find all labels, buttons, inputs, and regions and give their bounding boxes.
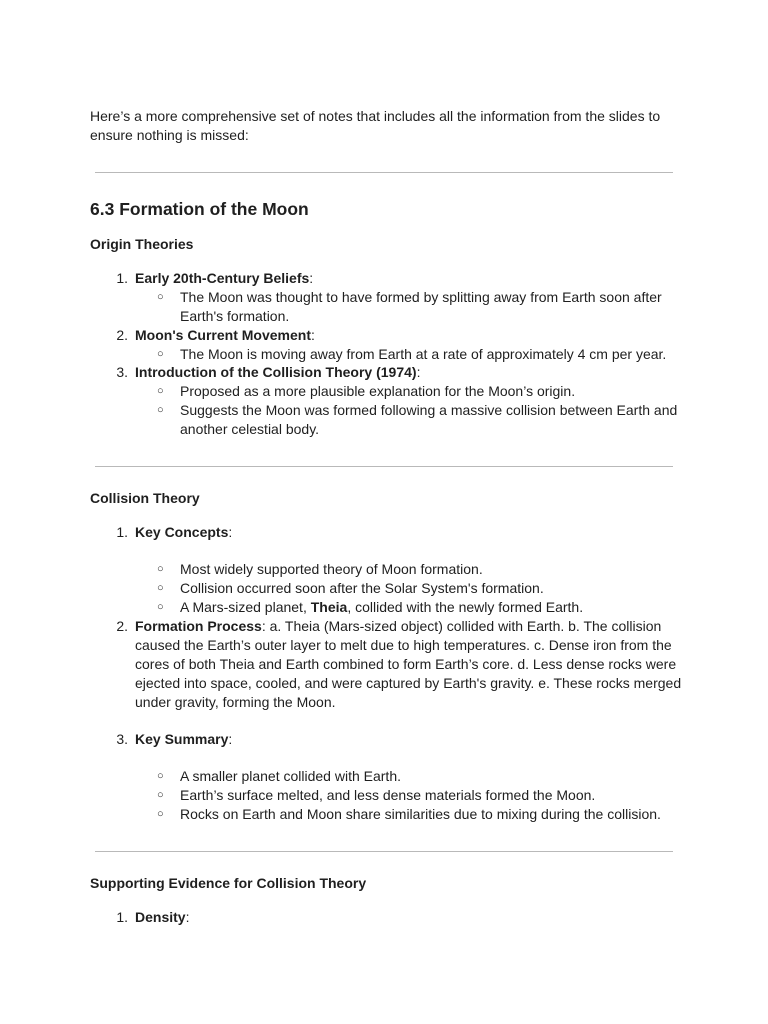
divider (95, 466, 673, 467)
list-item (135, 908, 683, 927)
section-title: 6.3 Formation of the Moon (90, 199, 309, 219)
sub-item-text: , collided with the newly formed Earth. (347, 599, 584, 615)
bullet-icon: ○ (157, 601, 164, 613)
sub-item (180, 598, 680, 617)
bullet-icon: ○ (157, 789, 164, 801)
sub-item: Rocks on Earth and Moon share similarities due to mixing during the collision. (180, 806, 661, 822)
divider (95, 851, 673, 852)
item-suffix: : a. Theia (Mars-sized object) collided with Earth. b. The collision caused the Earth’s outer layer to melt due to high temperatures. c. Dense iron from the cores of both Theia and Earth combined to form Earth’s core. d. Less dense rocks were ejected into space, cooled, and were captured by Earth's gravity. e. These rocks merged under gravity, forming the Moon. (135, 618, 682, 710)
bullet-icon: ○ (157, 385, 164, 397)
item-suffix: : (228, 524, 233, 540)
item-suffix: : (311, 327, 315, 343)
bullet-icon: ○ (157, 291, 164, 303)
sub-item: The Moon is moving away from Earth at a rate of approximately 4 cm per year. (180, 346, 667, 362)
heading-supporting-evidence: Supporting Evidence for Collision Theory (90, 875, 367, 891)
bullet-icon: ○ (157, 582, 164, 594)
item-title: Key Concepts (135, 524, 229, 540)
list-number: 2. (116, 327, 128, 343)
list-number: 2. (116, 618, 128, 634)
bullet-icon: ○ (157, 348, 164, 360)
item-title: Early 20th-Century Beliefs (135, 270, 310, 286)
sub-item: Suggests the Moon was formed following a massive collision between Earth and another celestial body. (180, 402, 678, 437)
list-number: 1. (116, 909, 128, 925)
item-title: Key Summary (135, 731, 229, 747)
list-number: 1. (116, 270, 128, 286)
sub-item: The Moon was thought to have formed by splitting away from Earth soon after Earth's formation. (180, 289, 662, 324)
sub-item: Proposed as a more plausible explanation for the Moon’s origin. (180, 383, 576, 399)
list-item (135, 523, 683, 542)
sub-item: Earth’s surface melted, and less dense materials formed the Moon. (180, 787, 596, 803)
sub-item: Collision occurred soon after the Solar System's formation. (180, 580, 544, 596)
divider (95, 172, 673, 173)
item-title: Moon's Current Movement (135, 327, 312, 343)
sub-item: Most widely supported theory of Moon formation. (180, 561, 483, 577)
item-suffix: : (185, 909, 190, 925)
heading-origin-theories: Origin Theories (90, 236, 194, 252)
sub-item-text: A Mars-sized planet, (180, 599, 311, 615)
list-number: 3. (116, 731, 128, 747)
list-item (135, 730, 683, 749)
item-title: Formation Process (135, 618, 262, 634)
item-suffix: : (309, 270, 314, 286)
intro-paragraph: Here’s a more comprehensive set of notes that includes all the information from the slides to ensure nothing is missed: (90, 108, 661, 143)
item-title: Introduction of the Collision Theory (1974) (135, 364, 417, 380)
bullet-icon: ○ (157, 563, 164, 575)
sub-item: A smaller planet collided with Earth. (180, 768, 401, 784)
list-item (135, 363, 683, 382)
list-item (135, 326, 683, 345)
list-item (135, 269, 683, 288)
list-item (135, 617, 683, 712)
item-title: Density (135, 909, 186, 925)
bullet-icon: ○ (157, 808, 164, 820)
theia-term: Theia (310, 599, 348, 615)
heading-collision-theory: Collision Theory (90, 490, 200, 506)
list-number: 1. (116, 524, 128, 540)
item-suffix: : (416, 364, 421, 380)
bullet-icon: ○ (157, 404, 164, 416)
list-number: 3. (116, 364, 128, 380)
item-suffix: : (228, 731, 233, 747)
bullet-icon: ○ (157, 770, 164, 782)
